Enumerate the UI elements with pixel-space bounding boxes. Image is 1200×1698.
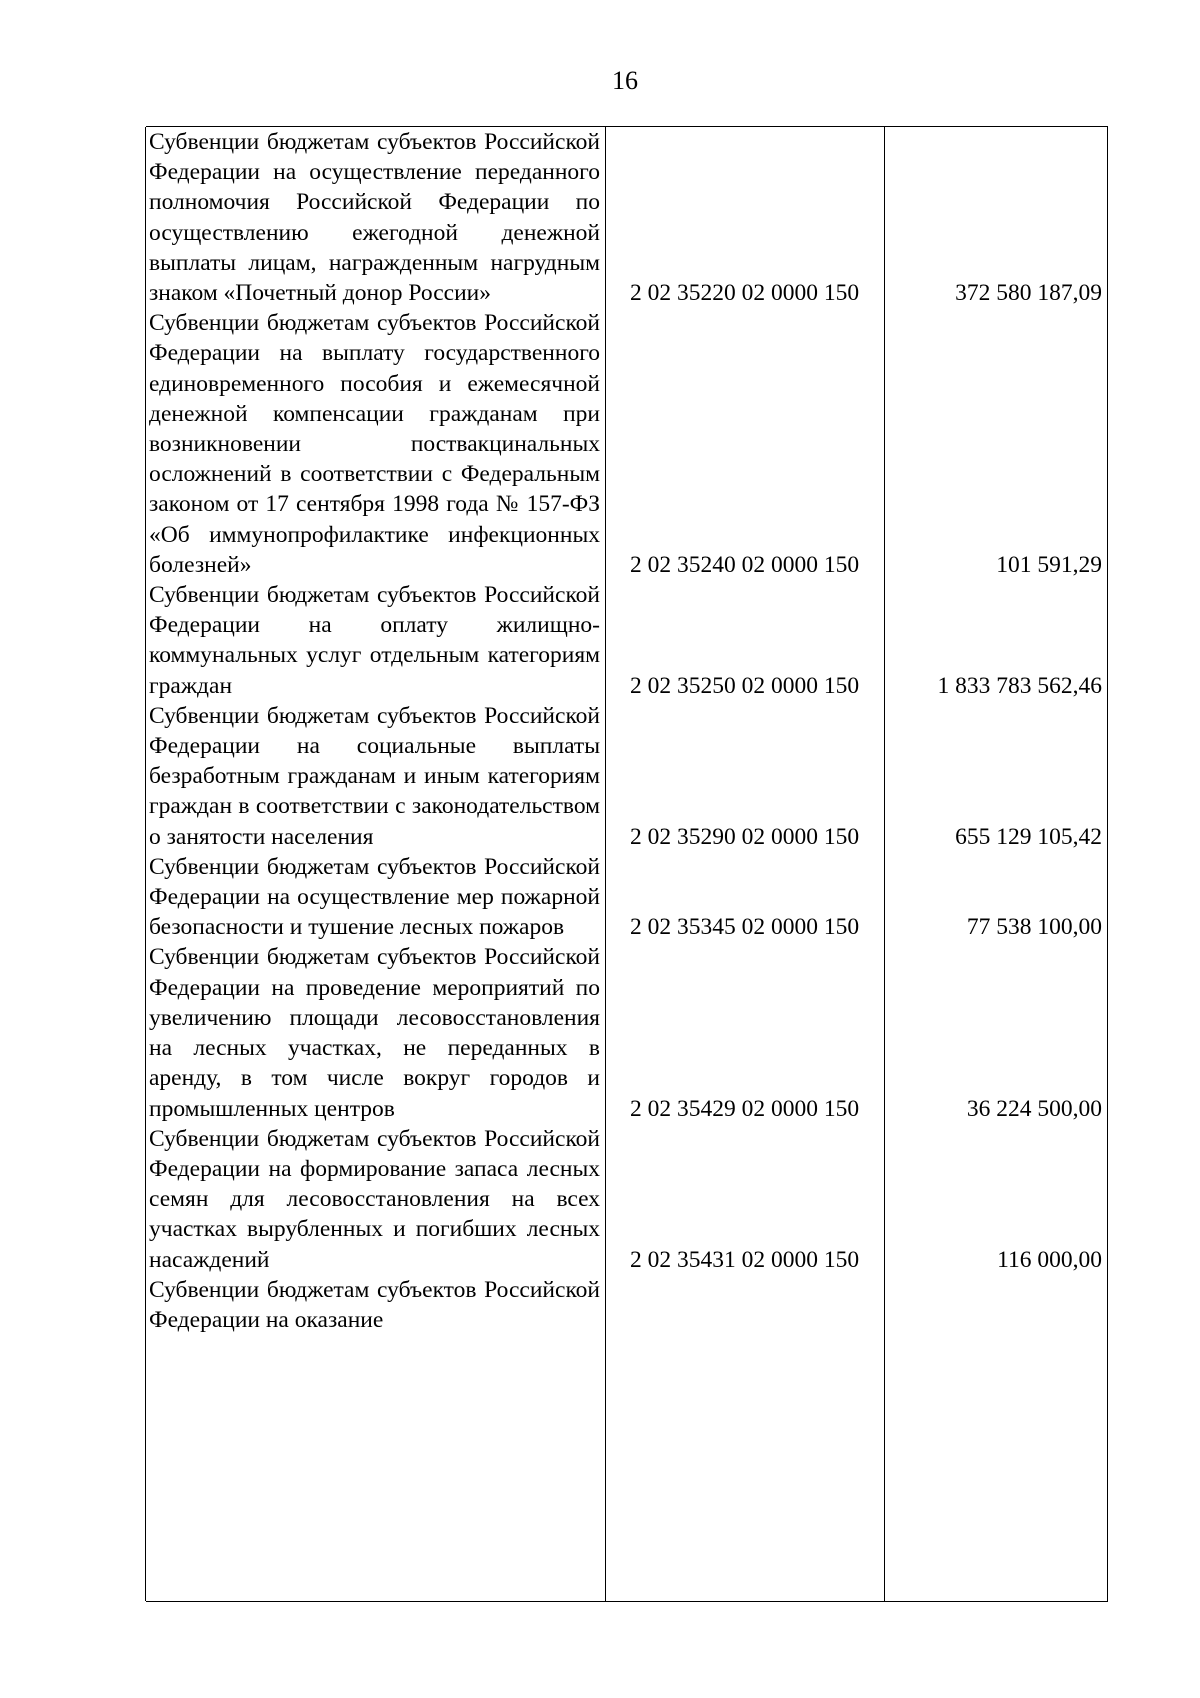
row-code: 2 02 35220 02 0000 150 [629,280,860,307]
row-description: Субвенции бюджетам субъектов Российской Федерации на социальные выплаты безработным гражданам и иным категориям граждан в соответствии с законодательством о занятости населения [149,702,600,850]
page-number: 16 [612,66,638,95]
row-code: 2 02 35345 02 0000 150 [629,914,860,941]
row-amount: 116 000,00 [997,1246,1102,1273]
row-code: 2 02 35250 02 0000 150 [629,672,860,699]
revenue-table [146,126,1108,1602]
row-description: Субвенции бюджетам субъектов Российской Федерации на оказание [149,1276,600,1333]
row-description: Субвенции бюджетам субъектов Российской Федерации на осуществление переданного полномочия Российской Федерации по осуществлению ежегодной денежной выплаты лицам, награжденным нагрудным знаком «Почетный донор России» [149,129,600,307]
table-body [146,127,1107,1335]
row-code: 2 02 35240 02 0000 150 [629,551,860,578]
table-row [146,942,1107,1123]
row-amount: 1 833 783 562,46 [937,672,1102,699]
table-row [146,1275,1107,1335]
row-amount: 372 580 187,09 [955,280,1102,307]
row-code: 2 02 35429 02 0000 150 [629,1095,860,1122]
table-row [146,701,1107,852]
table-row [146,308,1107,580]
row-description: Субвенции бюджетам субъектов Российской Федерации на осуществление мер пожарной безопасности и тушение лесных пожаров [149,853,600,941]
row-amount: 36 224 500,00 [966,1095,1102,1122]
row-amount: 655 129 105,42 [955,823,1102,850]
row-code: 2 02 35290 02 0000 150 [629,823,860,850]
row-amount: 77 538 100,00 [966,914,1102,941]
row-amount: 101 591,29 [996,551,1102,578]
table-row [146,580,1107,701]
row-description: Субвенции бюджетам субъектов Российской Федерации на проведение мероприятий по увеличению площади лесовосстановления на лесных участках, не переданных в аренду, в том числе вокруг городов и промышленных центров [149,944,600,1122]
row-code: 2 02 35431 02 0000 150 [629,1246,860,1273]
row-description: Субвенции бюджетам субъектов Российской Федерации на выплату государственного единовременного пособия и ежемесячной денежной компенсации гражданам при возникновении поствакцинальных осложнений в соответствии с Федеральным законом от 17 сентября 1998 года № 157-ФЗ «Об иммунопрофилактике инфекционных болезней» [149,310,600,578]
row-description: Субвенции бюджетам субъектов Российской Федерации на оплату жилищно-коммунальных услуг отдельным категориям граждан [149,582,600,699]
table-row [146,127,1107,308]
table-row [146,1124,1107,1275]
row-description: Субвенции бюджетам субъектов Российской Федерации на формирование запаса лесных семян для лесовосстановления на всех участках вырубленных и погибших лесных насаждений [149,1125,600,1273]
table-row [146,852,1107,943]
